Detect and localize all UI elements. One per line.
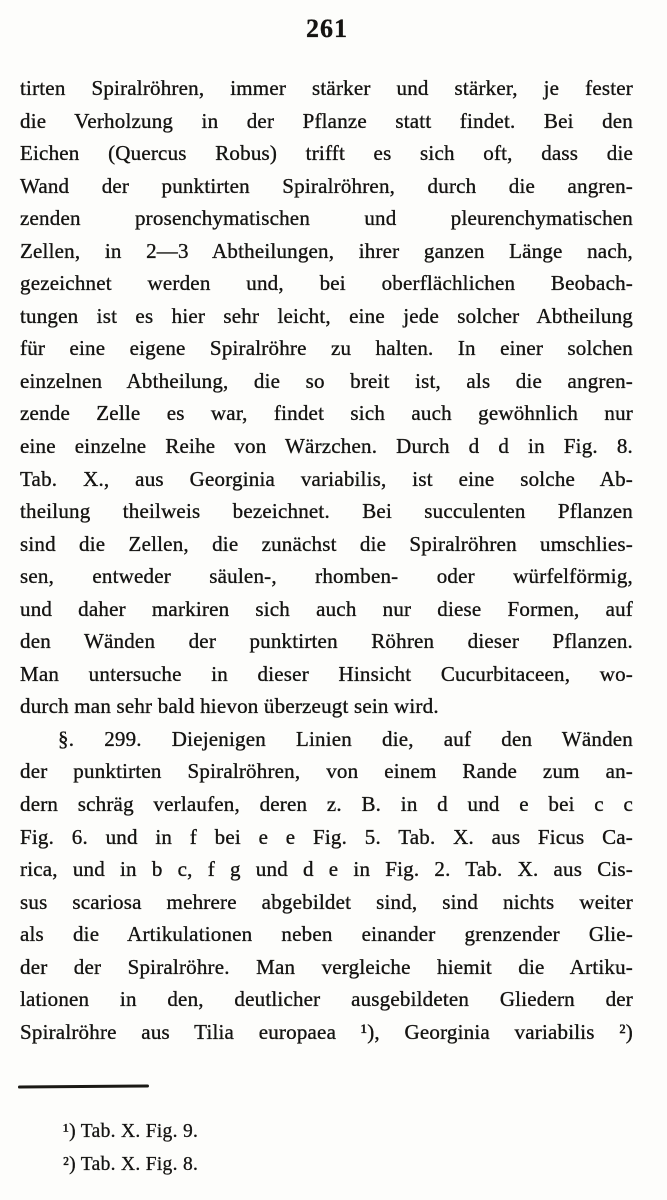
text-line: theilung theilweis bezeichnet. Bei succulenten Pflanzen	[20, 499, 633, 524]
text-line: und daher markiren sich auch nur diese Formen, auf	[20, 596, 633, 621]
text-line: Eichen (Quercus Robus) trifft es sich oft, dass die	[20, 141, 633, 166]
text-line: gezeichnet werden und, bei oberflächlichen Beobach-	[20, 271, 633, 296]
text-line: tirten Spiralröhren, immer stärker und stärker, je fester	[20, 76, 633, 100]
text-line: Tab. X., aus Georginia variabilis, ist eine solche Ab-	[20, 466, 633, 491]
text-line: Wand der punktirten Spiralröhren, durch die angren-	[20, 173, 633, 198]
page-number: 261	[306, 14, 348, 43]
text-line: sen, entweder säulen-, rhomben- oder würfelförmig,	[20, 564, 633, 589]
text-line: eine einzelne Reihe von Wärzchen. Durch d d in Fig. 8.	[20, 434, 633, 459]
text-line: durch man sehr bald hievon überzeugt sein wird.	[20, 694, 439, 719]
text-line: den Wänden der punktirten Röhren dieser Pflanzen.	[20, 629, 633, 654]
text-line: tungen ist es hier sehr leicht, eine jede solcher Abtheilung	[20, 303, 633, 328]
footnote-2: ²) Tab. X. Fig. 8.	[63, 1154, 199, 1175]
text-line: sus scariosa mehrere abgebildet sind, sind nichts weiter	[20, 889, 633, 914]
text-line: sind die Zellen, die zunächst die Spiralröhren umschlies-	[20, 531, 633, 556]
text-line: lationen in den, deutlicher ausgebildeten Gliedern der	[20, 987, 633, 1012]
text-line: Fig. 6. und in f bei e e Fig. 5. Tab. X. aus Ficus Ca-	[20, 824, 633, 849]
footnotes	[63, 1115, 463, 1181]
footnote-1: ¹) Tab. X. Fig. 9.	[63, 1121, 199, 1142]
text-line: der der Spiralröhre. Man vergleiche hiemit die Artiku-	[20, 954, 633, 979]
text-line: einzelnen Abtheilung, die so breit ist, als die angren-	[20, 368, 633, 393]
text-line: zenden prosenchymatischen und pleurenchymatischen	[20, 206, 633, 231]
text-line: rica, und in b c, f g und d e in Fig. 2. Tab. X. aus Cis-	[20, 857, 633, 882]
body-text	[20, 72, 633, 1048]
text-line: Zellen, in 2—3 Abtheilungen, ihrer ganzen Länge nach,	[20, 238, 633, 263]
text-line: dern schräg verlaufen, deren z. B. in d und e bei c c	[20, 792, 633, 817]
text-line: zende Zelle es war, findet sich auch gewöhnlich nur	[20, 401, 633, 426]
text-line: für eine eigene Spiralröhre zu halten. In einer solchen	[20, 336, 633, 361]
text-line: Spiralröhre aus Tilia europaea ¹), Georginia variabilis ²)	[20, 1019, 633, 1044]
text-line: als die Artikulationen neben einander grenzender Glie-	[20, 922, 633, 947]
text-line: der punktirten Spiralröhren, von einem Rande zum an-	[20, 759, 633, 784]
footnote-separator-rule	[18, 1084, 149, 1088]
text-line: die Verholzung in der Pflanze statt findet. Bei den	[20, 108, 633, 133]
text-line: Man untersuche in dieser Hinsicht Cucurbitaceen, wo-	[20, 661, 633, 686]
text-line-paragraph-start: §. 299. Diejenigen Linien die, auf den Wänden	[58, 726, 633, 751]
